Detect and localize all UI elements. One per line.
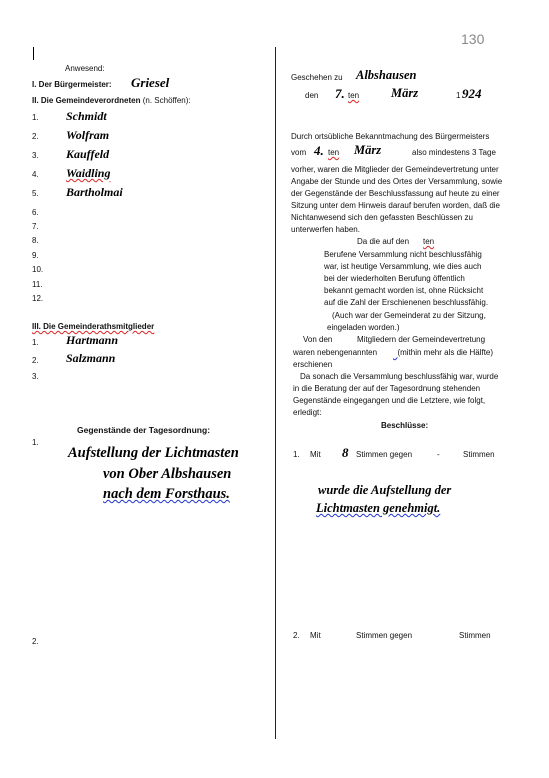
mithin-text: (mithin mehr als die Hälfte) [397,348,494,357]
gv-name[interactable]: Schmidt [66,109,107,123]
vote2-gegen: Stimmen gegen [356,631,413,640]
den-label: den [305,91,319,100]
vom-label: vom [291,148,307,157]
meeting-day-suffix: ten [348,91,360,100]
final-text: erledigt: [293,408,322,417]
notice-text: Durch ortsübliche Bekanntmachung des Bürgermeisters [291,132,490,141]
agenda-number-1: 1. [32,438,39,447]
gv-number: 3. [32,151,39,160]
von-den-text: Mitgliedern der Gemeindevertretung [357,335,486,344]
gv-number: 11. [32,280,43,289]
gv-number: 10. [32,265,44,274]
vote1-mit: Mit [310,450,321,459]
meeting-year[interactable]: 924 [462,86,482,101]
indent-text: war, ist heutige Versammlung, wie dies auch [324,262,482,271]
agenda-item-line[interactable]: von Ober Albshausen [103,466,232,482]
decision-line[interactable]: Lichtmasten genehmigt. [316,501,441,515]
gemeindeverordnete-heading [32,96,191,105]
agenda-heading: Gegenstände der Tagesordnung: [77,425,211,435]
final-text: in die Beratung der auf der Tagesordnung stehenden [293,384,481,393]
buergermeister-label: I. Der Bürgermeister: [32,80,112,89]
von-den-text: Von den [303,335,333,344]
text-cursor [33,47,34,60]
notice-text: der Gegenstände der Beschlussfassung auf heute zu einer [291,189,500,198]
gv-number: 12. [32,294,44,303]
vote2-mit: Mit [310,631,321,640]
gv-number: 6. [32,208,39,217]
notice-day[interactable]: 4. [314,143,324,158]
erschienen-text: erschienen [293,360,333,369]
gv-number: 2. [32,132,39,141]
notice-text: Sitzung unter dem Hinweis darauf berufen worden, daß die [291,201,501,210]
geschehen-label: Geschehen zu [291,73,343,82]
notice-text: vorher, waren die Mitglieder der Gemeindevertretung unter [291,165,499,174]
gm-number: 1. [32,338,39,347]
nebengenannten-text [393,347,493,359]
gv-label: II. Die Gemeindeverordneten [32,96,141,105]
vote1-number: 1. [293,450,300,459]
vote1-dash: - [437,450,440,459]
agenda-number-2: 2. [32,637,39,646]
final-text: Gegenstände eingegangen und die Letztere, wie folgt, [293,396,486,405]
gm-number: 2. [32,356,39,365]
gv-number: 5. [32,189,39,198]
indent-text: (Auch war der Gemeinderat zu der Sitzung, [332,311,486,320]
meeting-month[interactable]: März [391,86,419,100]
vote1-stimmen: Stimmen [463,450,495,459]
notice-text: unterwerfen haben. [291,225,360,234]
indent-text: bekannt gemacht worden ist, ohne Rücksicht [324,286,484,295]
agenda-item-line[interactable]: Aufstellung der Lichtmasten [68,445,239,461]
da-suffix: ten [423,237,435,246]
decision-line[interactable]: wurde die Aufstellung der [318,483,452,497]
indent-text: auf die Zahl der Erschienenen beschlussfähig. [324,298,489,307]
indent-text: eingeladen worden.) [327,323,400,332]
notice-day-suffix: ten [328,148,340,157]
beschluesse-heading: Beschlüsse: [381,421,429,430]
gv-number: 1. [32,113,39,122]
blank-marker: ​ [393,348,398,357]
gm-name[interactable]: Hartmann [66,333,119,347]
notice-after: also mindestens 3 Tage [412,148,496,157]
gv-number: 8. [32,236,39,245]
anwesend-label: Anwesend: [65,64,105,73]
indent-text: Berufene Versammlung nicht beschlussfähig [324,250,482,259]
vote2-stimmen: Stimmen [459,631,491,640]
nebengenannten-text: waren nebengenannten [293,348,378,357]
gm-number: 3. [32,372,39,381]
gv-number: 7. [32,222,39,231]
gv-number: 4. [32,170,39,179]
agenda-item-line[interactable]: nach dem Forsthaus. [103,486,230,502]
notice-month[interactable]: März [354,143,382,157]
notice-text: Nichtanwesend sich den gefassten Beschlüssen zu [291,213,473,222]
gv-suffix: (n. Schöffen): [142,96,191,105]
vote2-number: 2. [293,631,300,640]
vote1-count[interactable]: 8 [342,445,349,460]
notice-text: Angabe der Stunde und des Ortes der Versammlung, sowie [291,177,503,186]
gv-name[interactable]: Bartholmai [66,185,123,199]
gv-number: 9. [32,251,39,260]
gv-name[interactable]: Kauffeld [66,147,110,161]
year-prefix: 1 [456,91,461,100]
column-divider [275,47,276,739]
meeting-day[interactable]: 7. [335,86,345,101]
buergermeister-name[interactable]: Griesel [131,75,170,90]
da-text: Da die auf den [357,237,410,246]
gm-name[interactable]: Salzmann [66,351,116,365]
gv-name[interactable]: Wolfram [66,128,110,142]
gemeinderat-heading [32,322,154,331]
indent-text: bei der wiederholten Berufung öffentlich [324,274,465,283]
gv-name[interactable]: Waidling [66,166,111,180]
place-name[interactable]: Albshausen [356,68,417,82]
final-text: Da sonach die Versammlung beschlussfähig war, wurde [300,372,499,381]
vote1-gegen: Stimmen gegen [356,450,413,459]
gm-label: III. Die Gemeinderathsmitglieder [32,322,155,331]
page-number: 130 [461,31,485,47]
